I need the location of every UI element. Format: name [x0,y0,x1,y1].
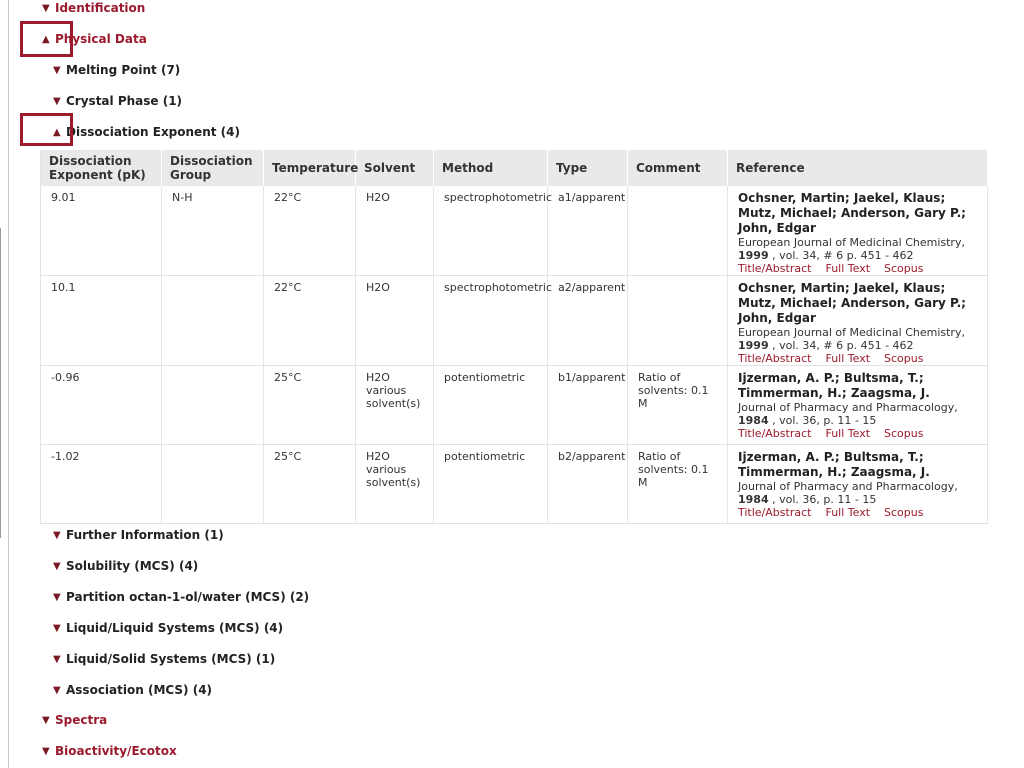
cell-reference [728,445,988,524]
reference-year: 1999 [738,249,769,262]
col-header-solvent[interactable]: Solvent [356,150,434,186]
cell-reference [728,366,988,445]
col-header-reference[interactable]: Reference [728,150,988,186]
expand-icon: ▼ [42,2,50,14]
section-label: Physical Data [55,32,147,46]
table-row [41,445,988,524]
subsection-label: Liquid/Liquid Systems (MCS) (4) [66,621,284,635]
left-scroll-edge [0,228,1,538]
scopus-link[interactable]: Scopus [884,506,924,519]
section-label: Spectra [55,713,108,727]
reference-authors: Ijzerman, A. P.; Bultsma, T.; Timmerman, H.; Zaagsma, J. [738,450,930,479]
cell-type: b2/apparent [548,445,628,524]
expand-icon: ▼ [53,95,61,107]
reference-details: , vol. 34, # 6 p. 451 - 462 [768,249,914,262]
title-abstract-link[interactable]: Title/Abstract [738,506,812,519]
col-header-comment[interactable]: Comment [628,150,728,186]
subsection-label: Further Information (1) [66,528,224,542]
expand-icon: ▼ [53,684,61,696]
subsection-label: Dissociation Exponent (4) [66,125,240,139]
expand-icon: ▼ [53,529,61,541]
table-row [41,366,988,445]
reference-authors: Ijzerman, A. P.; Bultsma, T.; Timmerman, H.; Zaagsma, J. [738,371,930,400]
cell-comment [628,186,728,276]
subsection-melting-point[interactable] [53,63,180,77]
section-physical-data[interactable] [42,32,147,46]
left-border [8,0,9,768]
cell-solvent: H2O various solvent(s) [356,366,434,445]
title-abstract-link[interactable]: Title/Abstract [738,352,812,365]
cell-group [162,366,264,445]
scopus-link[interactable]: Scopus [884,262,924,275]
cell-group [162,276,264,366]
reference-year: 1984 [738,414,769,427]
cell-comment: Ratio of solvents: 0.1 M [628,366,728,445]
cell-comment: Ratio of solvents: 0.1 M [628,445,728,524]
col-header-pk[interactable]: Dissociation Exponent (pK) [41,150,162,186]
cell-method: spectrophotometric [434,186,548,276]
cell-solvent: H2O various solvent(s) [356,445,434,524]
expand-icon: ▼ [42,745,50,757]
reference-details: , vol. 36, p. 11 - 15 [768,493,877,506]
expand-icon: ▼ [53,64,61,76]
cell-solvent: H2O [356,186,434,276]
scopus-link[interactable]: Scopus [884,427,924,440]
subsection-association[interactable] [53,683,212,697]
col-header-group[interactable]: Dissociation Group [162,150,264,186]
reference-journal: European Journal of Medicinal Chemistry, [738,236,965,249]
expand-icon: ▼ [53,622,61,634]
reference-authors: Ochsner, Martin; Jaekel, Klaus; Mutz, Michael; Anderson, Gary P.; John, Edgar [738,191,966,235]
collapse-icon: ▲ [42,33,50,45]
cell-pk: 10.1 [41,276,162,366]
reference-journal: European Journal of Medicinal Chemistry, [738,326,965,339]
title-abstract-link[interactable]: Title/Abstract [738,262,812,275]
subsection-dissociation-exponent[interactable] [53,125,240,139]
cell-temperature: 22°C [264,186,356,276]
col-header-method[interactable]: Method [434,150,548,186]
subsection-liquid-solid[interactable] [53,652,275,666]
subsection-label: Partition octan-1-ol/water (MCS) (2) [66,590,310,604]
cell-method: potentiometric [434,445,548,524]
cell-comment [628,276,728,366]
reference-year: 1999 [738,339,769,352]
section-label: Bioactivity/Ecotox [55,744,177,758]
cell-pk: -0.96 [41,366,162,445]
full-text-link[interactable]: Full Text [825,352,871,365]
reference-journal: Journal of Pharmacy and Pharmacology, [738,401,958,414]
expand-icon: ▼ [42,714,50,726]
subsection-further-information[interactable] [53,528,224,542]
table-header-row [41,150,988,186]
subsection-label: Solubility (MCS) (4) [66,559,199,573]
col-header-temperature[interactable]: Temperature [264,150,356,186]
table-row [41,186,988,276]
cell-method: spectrophotometric [434,276,548,366]
section-spectra[interactable] [42,713,107,727]
subsection-label: Crystal Phase (1) [66,94,183,108]
cell-type: a2/apparent [548,276,628,366]
reference-details: , vol. 34, # 6 p. 451 - 462 [768,339,914,352]
cell-temperature: 25°C [264,366,356,445]
cell-method: potentiometric [434,366,548,445]
expand-icon: ▼ [53,591,61,603]
cell-group: N-H [162,186,264,276]
subsection-label: Liquid/Solid Systems (MCS) (1) [66,652,276,666]
cell-reference [728,186,988,276]
cell-reference [728,276,988,366]
section-identification[interactable] [42,1,145,15]
cell-pk: -1.02 [41,445,162,524]
expand-icon: ▼ [53,560,61,572]
cell-group [162,445,264,524]
subsection-crystal-phase[interactable] [53,94,182,108]
cell-type: a1/apparent [548,186,628,276]
section-label: Identification [55,1,146,15]
collapse-icon: ▲ [53,126,61,138]
subsection-label: Association (MCS) (4) [66,683,213,697]
reference-journal: Journal of Pharmacy and Pharmacology, [738,480,958,493]
dissociation-exponent-table [40,150,988,524]
table-row [41,276,988,366]
reference-details: , vol. 36, p. 11 - 15 [768,414,877,427]
cell-pk: 9.01 [41,186,162,276]
expand-icon: ▼ [53,653,61,665]
scopus-link[interactable]: Scopus [884,352,924,365]
section-bioactivity[interactable] [42,744,177,758]
subsection-liquid-liquid[interactable] [53,621,283,635]
full-text-link[interactable]: Full Text [825,262,871,275]
full-text-link[interactable]: Full Text [825,506,871,519]
cell-type: b1/apparent [548,366,628,445]
cell-temperature: 22°C [264,276,356,366]
reference-authors: Ochsner, Martin; Jaekel, Klaus; Mutz, Michael; Anderson, Gary P.; John, Edgar [738,281,966,325]
title-abstract-link[interactable]: Title/Abstract [738,427,812,440]
subsection-partition[interactable] [53,590,309,604]
subsection-label: Melting Point (7) [66,63,181,77]
full-text-link[interactable]: Full Text [825,427,871,440]
cell-temperature: 25°C [264,445,356,524]
col-header-type[interactable]: Type [548,150,628,186]
reference-year: 1984 [738,493,769,506]
subsection-solubility[interactable] [53,559,198,573]
cell-solvent: H2O [356,276,434,366]
